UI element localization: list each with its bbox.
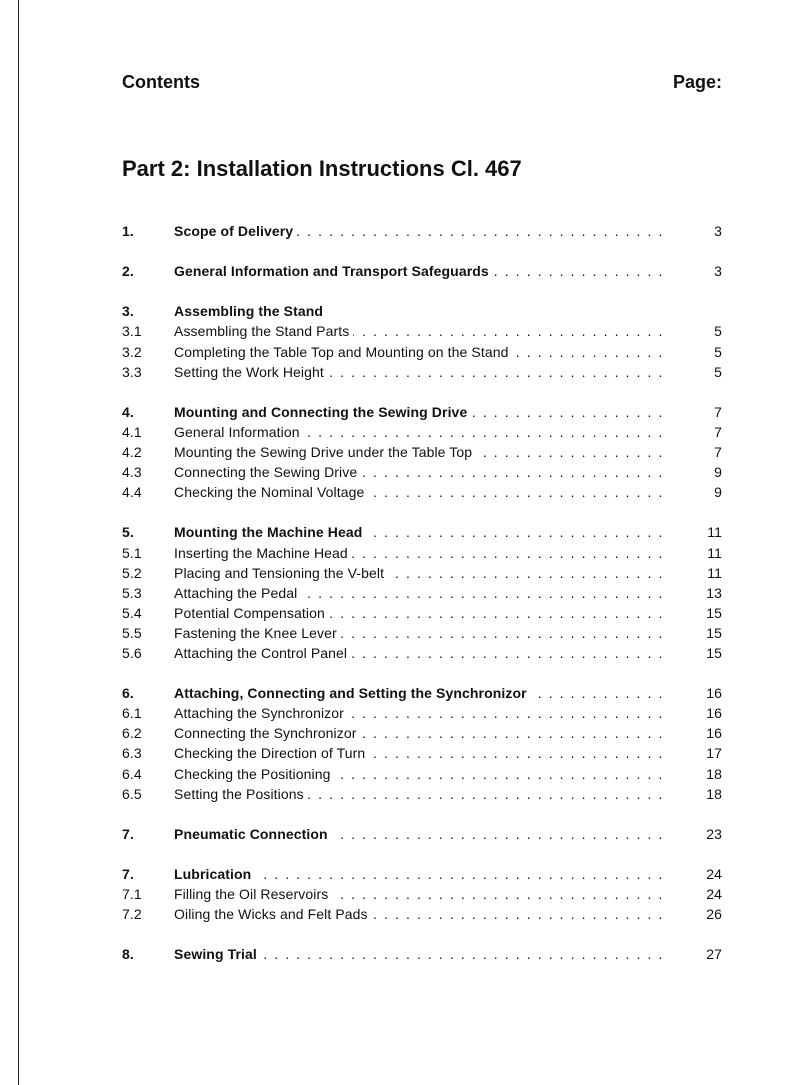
toc-entry-title: Connecting the Sewing Drive <box>174 464 361 480</box>
toc-entry-number: 1. <box>122 223 134 239</box>
toc-entry-body <box>174 623 664 643</box>
toc-entry-page: 5 <box>714 343 722 360</box>
toc-entry-body <box>174 402 664 422</box>
toc-entry-title: Assembling the Stand <box>174 303 327 319</box>
toc-entry-title: General Information <box>174 424 304 440</box>
toc-entry-page: 11 <box>707 564 722 581</box>
toc-entry-title: Attaching the Pedal <box>174 585 301 601</box>
toc-entry-body <box>174 301 664 321</box>
toc-entry-title: Mounting the Sewing Drive under the Table Top <box>174 444 476 460</box>
toc-entry-body <box>174 904 664 924</box>
toc-entry-page: 24 <box>706 886 722 903</box>
toc-entry-number: 7.1 <box>122 886 142 903</box>
toc-entry-title: General Information and Transport Safeguards <box>174 263 493 279</box>
toc-entry-number: 6.2 <box>122 725 142 742</box>
toc-entry-page: 11 <box>707 524 722 541</box>
toc-entry-title: Checking the Positioning <box>174 766 335 782</box>
toc-entry-body <box>174 522 664 542</box>
toc-entry-title: Sewing Trial <box>174 946 261 962</box>
toc-entry-body <box>174 643 664 663</box>
toc-entry[interactable] <box>122 743 722 763</box>
toc-entry-page: 23 <box>706 825 722 842</box>
toc-entry-body <box>174 703 664 723</box>
toc-entry-number: 8. <box>122 946 134 963</box>
toc-entry-page: 3 <box>714 223 722 239</box>
toc-entry[interactable] <box>122 362 722 382</box>
toc-entry-page: 13 <box>706 584 722 601</box>
toc-entry-body <box>174 784 664 804</box>
toc-entry-page: 16 <box>706 725 722 742</box>
toc-entry[interactable] <box>122 442 722 462</box>
toc-entry-title: Lubrication <box>174 866 255 882</box>
toc-entry-number: 6.4 <box>122 765 142 782</box>
toc-entry-page: 18 <box>706 785 722 802</box>
toc-entry[interactable] <box>122 563 722 583</box>
toc-entry-number: 3.1 <box>122 323 142 340</box>
toc-entry-number: 5.4 <box>122 604 142 621</box>
toc-entry-title: Attaching the Synchronizor <box>174 705 348 721</box>
toc-entry[interactable] <box>122 944 722 964</box>
toc-entry-page: 5 <box>714 323 722 340</box>
toc-entry[interactable] <box>122 683 722 703</box>
toc-entry-body <box>174 944 664 964</box>
toc-entry-number: 6.1 <box>122 705 142 722</box>
toc-entry-body <box>174 362 664 382</box>
toc-entry[interactable] <box>122 723 722 743</box>
toc-entry-title: Connecting the Synchronizor <box>174 725 360 741</box>
toc-entry-page: 15 <box>706 604 722 621</box>
toc-entry-number: 5.3 <box>122 584 142 601</box>
toc-entry-title: Placing and Tensioning the V-belt <box>174 565 388 581</box>
toc-entry-page: 17 <box>706 745 722 762</box>
toc-entry-title: Mounting the Machine Head <box>174 524 366 540</box>
toc-entry[interactable] <box>122 402 722 422</box>
contents-header <box>122 72 722 98</box>
toc-entry-body <box>174 884 664 904</box>
toc-entry-body <box>174 583 664 603</box>
toc-entry-number: 3. <box>122 303 134 320</box>
toc-entry[interactable] <box>122 462 722 482</box>
toc-entry[interactable] <box>122 543 722 563</box>
toc-entry-title: Assembling the Stand Parts <box>174 323 353 339</box>
toc-entry-number: 3.2 <box>122 343 142 360</box>
toc-entry-body <box>174 743 664 763</box>
toc-entry-page: 11 <box>707 544 722 561</box>
toc-entry-page: 7 <box>714 423 722 440</box>
toc-entry-body <box>174 683 664 703</box>
toc-entry-page: 16 <box>706 685 722 702</box>
toc-entry-body <box>174 442 664 462</box>
toc-entry-page: 18 <box>706 765 722 782</box>
toc-entry-number: 4. <box>122 403 134 420</box>
toc-entry-page: 3 <box>714 263 722 280</box>
toc-entry[interactable] <box>122 643 722 663</box>
toc-entry-body <box>174 543 664 563</box>
toc-entry-title: Oiling the Wicks and Felt Pads <box>174 906 372 922</box>
toc-entry[interactable] <box>122 261 722 281</box>
toc-entry[interactable] <box>122 482 722 502</box>
toc-entry-number: 7. <box>122 866 134 882</box>
toc-entry-page: 15 <box>706 644 722 661</box>
toc-entry-title: Attaching, Connecting and Setting the Synchronizor <box>174 685 531 701</box>
toc-entry-page: 24 <box>706 866 722 882</box>
toc-entry-number: 5.5 <box>122 624 142 641</box>
toc-entry[interactable] <box>122 583 722 603</box>
toc-entry[interactable] <box>122 221 722 241</box>
toc-entry[interactable] <box>122 623 722 643</box>
toc-entry-body <box>174 462 664 482</box>
toc-entry-body <box>174 723 664 743</box>
toc-entry-number: 4.4 <box>122 484 142 501</box>
toc-entry[interactable] <box>122 522 722 542</box>
toc-entry[interactable] <box>122 342 722 362</box>
toc-entry-title: Setting the Positions <box>174 786 308 802</box>
toc-entry-number: 4.2 <box>122 444 142 461</box>
toc-entry-body <box>174 764 664 784</box>
toc-entry-title: Inserting the Machine Head <box>174 545 352 561</box>
toc-entry-title: Potential Compensation <box>174 605 329 621</box>
toc-entry[interactable] <box>122 422 722 442</box>
toc-entry-title: Scope of Delivery <box>174 223 297 239</box>
toc-entry[interactable] <box>122 824 722 844</box>
toc-entry-title: Pneumatic Connection <box>174 826 332 842</box>
toc-entry-body <box>174 221 664 241</box>
page-left-border <box>18 0 19 1085</box>
toc-entry-number: 5.2 <box>122 564 142 581</box>
toc-entry-page: 7 <box>714 403 722 420</box>
toc-entry[interactable] <box>122 764 722 784</box>
toc-entry-title: Checking the Direction of Turn <box>174 745 369 761</box>
toc-entry-number: 6.3 <box>122 745 142 762</box>
toc-entry-body <box>174 422 664 442</box>
toc-entry-body <box>174 563 664 583</box>
toc-entry-page: 27 <box>706 946 722 963</box>
toc-entry-number: 4.1 <box>122 423 142 440</box>
toc-entry-page: 7 <box>714 444 722 461</box>
toc-entry-title: Filling the Oil Reservoirs <box>174 886 332 902</box>
toc-entry-title: Mounting and Connecting the Sewing Drive <box>174 404 471 420</box>
toc-entry-number: 2. <box>122 263 134 280</box>
toc-entry-body <box>174 603 664 623</box>
toc-entry-number: 3.3 <box>122 363 142 380</box>
toc-entry-page: 16 <box>706 705 722 722</box>
toc-entry-number: 5. <box>122 524 134 541</box>
toc-entry[interactable] <box>122 904 722 924</box>
toc-entry-page: 26 <box>706 906 722 923</box>
toc-entry-number: 6.5 <box>122 785 142 802</box>
toc-entry[interactable] <box>122 603 722 623</box>
table-of-contents <box>122 221 722 964</box>
toc-entry-page: 5 <box>714 363 722 380</box>
toc-entry[interactable] <box>122 784 722 804</box>
toc-entry[interactable] <box>122 864 722 884</box>
toc-entry-number: 4.3 <box>122 464 142 481</box>
toc-entry-title: Setting the Work Height <box>174 364 328 380</box>
toc-entry-page: 9 <box>714 464 722 481</box>
toc-entry[interactable] <box>122 301 722 321</box>
toc-entry-title: Checking the Nominal Voltage <box>174 484 368 500</box>
toc-entry-body <box>174 824 664 844</box>
toc-entry-page: 9 <box>714 484 722 501</box>
toc-entry-number: 6. <box>122 685 134 702</box>
page-column-label: Page: <box>672 72 722 92</box>
toc-entry-body <box>174 261 664 281</box>
toc-entry-number: 7.2 <box>122 906 142 923</box>
toc-entry-number: 5.6 <box>122 644 142 661</box>
toc-entry-title: Completing the Table Top and Mounting on the Stand <box>174 344 513 360</box>
toc-entry[interactable] <box>122 321 722 341</box>
toc-entry-body <box>174 864 664 884</box>
toc-entry[interactable] <box>122 703 722 723</box>
toc-entry-title: Fastening the Knee Lever <box>174 625 341 641</box>
part-title: Part 2: Installation Instructions Cl. 467 <box>122 156 522 181</box>
toc-entry-page: 15 <box>706 624 722 641</box>
toc-entry-body <box>174 342 664 362</box>
toc-entry-body <box>174 482 664 502</box>
toc-entry-number: 7. <box>122 825 134 842</box>
toc-entry-title: Attaching the Control Panel <box>174 645 351 661</box>
toc-entry-body <box>174 321 664 341</box>
toc-entry-number: 5.1 <box>122 544 142 561</box>
contents-label: Contents <box>122 72 200 92</box>
toc-entry[interactable] <box>122 884 722 904</box>
